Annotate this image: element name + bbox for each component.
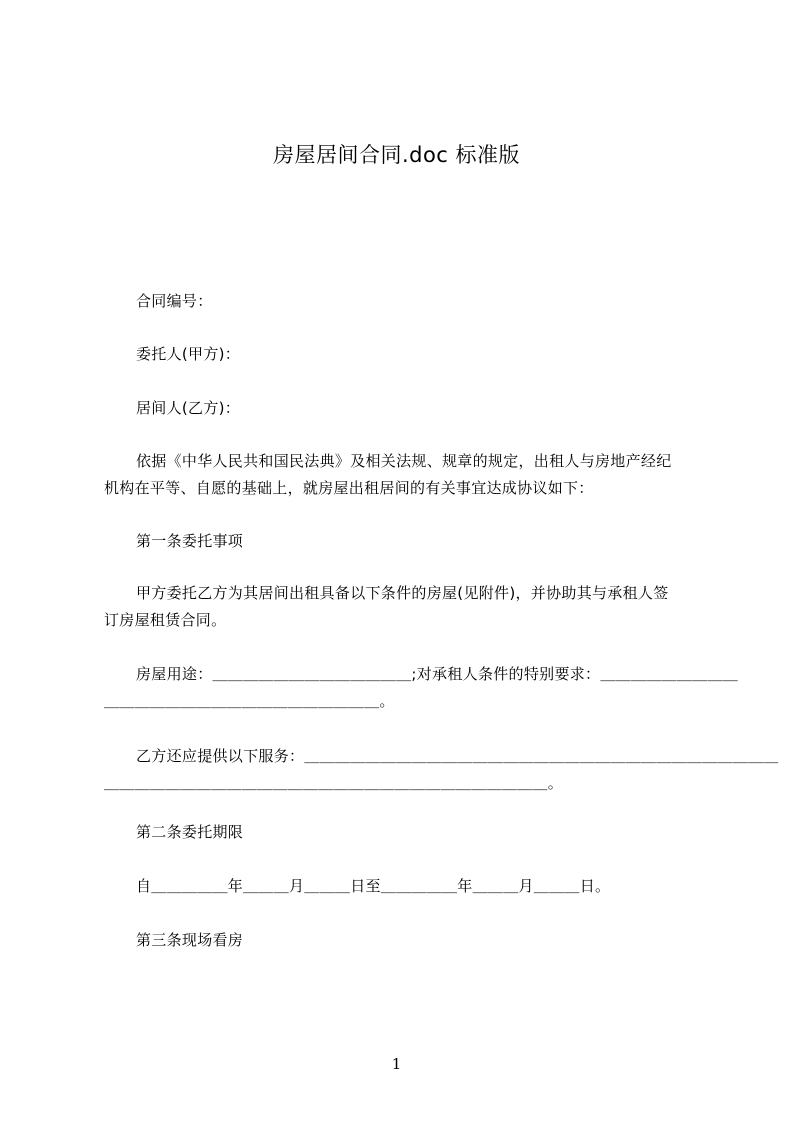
usage-line-2: ＿＿＿＿＿＿＿＿＿＿＿＿＿＿＿＿＿＿。 — [104, 692, 395, 710]
preamble-line-2: 机构在平等、自愿的基础上，就房屋出租居间的有关事宜达成协议如下： — [104, 479, 594, 497]
article3-heading: 第三条现场看房 — [136, 931, 244, 949]
article1-body-line-2: 订房屋租赁合同。 — [104, 611, 227, 629]
article2-period-line: 自＿＿＿＿＿年＿＿＿月＿＿＿日至＿＿＿＿＿年＿＿＿月＿＿＿日。 — [136, 877, 611, 895]
article1-heading: 第一条委托事项 — [136, 532, 244, 550]
contract-number-line: 合同编号： — [136, 292, 213, 310]
article1-body-line-1: 甲方委托乙方为其居间出租具备以下条件的房屋(见附件)，并协助其与承租人签 — [136, 584, 669, 602]
party-a-line: 委托人(甲方)： — [136, 345, 241, 363]
article2-heading: 第二条委托期限 — [136, 823, 244, 841]
document-title: 房屋居间合同.doc 标准版 — [272, 143, 521, 167]
usage-line-1: 房屋用途：＿＿＿＿＿＿＿＿＿＿＿＿＿;对承租人条件的特别要求：＿＿＿＿＿＿＿＿＿ — [136, 665, 739, 683]
page-number: 1 — [391, 1055, 402, 1073]
party-b-line: 居间人(乙方)： — [136, 399, 241, 417]
services-line-1: 乙方还应提供以下服务：＿＿＿＿＿＿＿＿＿＿＿＿＿＿＿＿＿＿＿＿＿＿＿＿＿＿＿＿＿＿＿ — [136, 747, 779, 765]
services-line-2: ＿＿＿＿＿＿＿＿＿＿＿＿＿＿＿＿＿＿＿＿＿＿＿＿＿＿＿＿＿。 — [104, 774, 564, 792]
preamble-line-1: 依据《中华人民共和国民法典》及相关法规、规章的规定，出租人与房地产经纪 — [136, 452, 672, 470]
